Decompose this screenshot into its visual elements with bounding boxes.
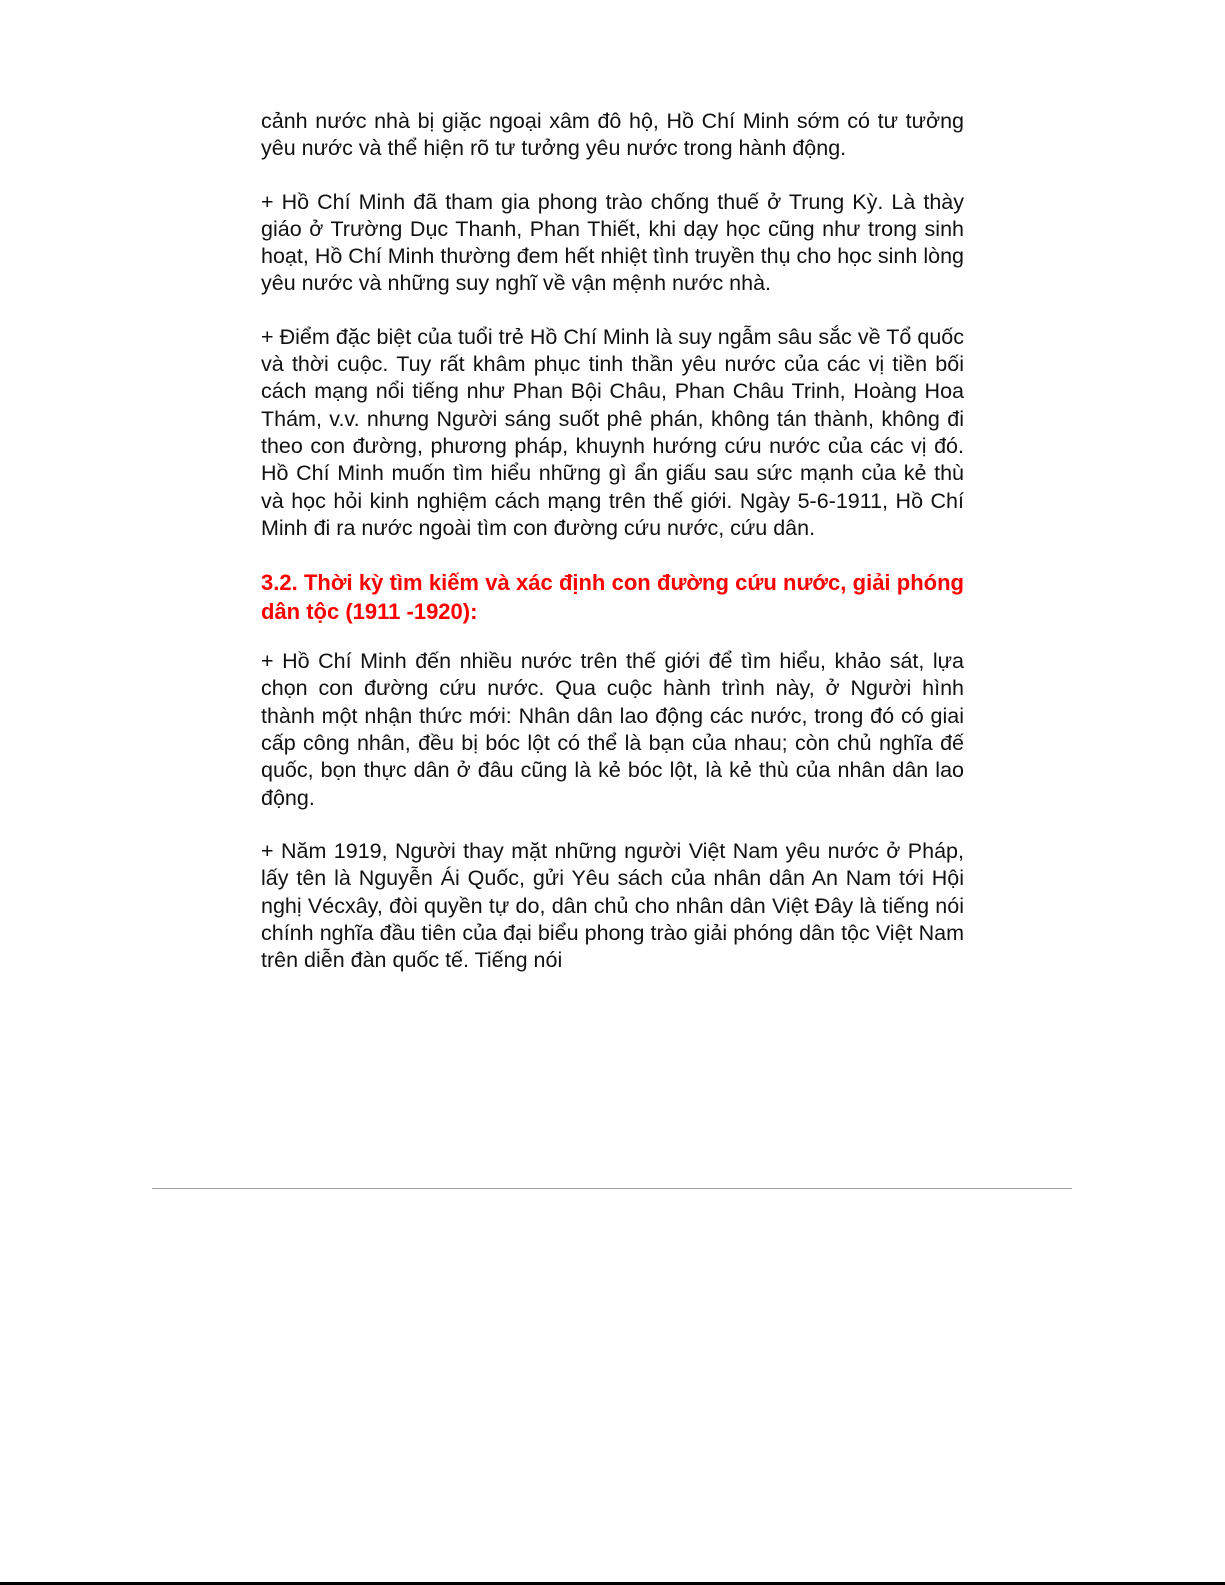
page-body (261, 108, 964, 1000)
paragraph-journey: + Hồ Chí Minh đến nhiều nước trên thế giới để tìm hiểu, khảo sát, lựa chọn con đường cứu nước. Qua cuộc hành trình này, ở Người hình thành một nhận thức mới: Nhân dân lao động các nước, trong đó có giai cấp công nhân, đều bị bóc lột có thể là bạn của nhau; còn chủ nghĩa đế quốc, bọn thực dân ở đâu cũng là kẻ bóc lột, là kẻ thù của nhân dân lao động. (261, 649, 964, 810)
paragraph-youth-reflection: + Điểm đặc biệt của tuổi trẻ Hồ Chí Minh là suy ngẫm sâu sắc về Tổ quốc và thời cuộc. Tuy rất khâm phục tinh thần yêu nước của các vị tiền bối cách mạng nổi tiếng như Phan Bội Châu, Phan Châu Trinh, Hoàng Hoa Thám, v.v. nhưng Người sáng suốt phê phán, không tán thành, không đi theo con đường, phương pháp, khuynh hướng cứu nước của các vị đó. Hồ Chí Minh muốn tìm hiểu những gì ẩn giấu sau sức mạnh của kẻ thù và học hỏi kinh nghiệm cách mạng trên thế giới. Ngày 5-6-1911, Hồ Chí Minh đi ra nước ngoài tìm con đường cứu nước, cứu dân. (261, 324, 964, 540)
paragraph-versailles: + Năm 1919, Người thay mặt những người Việt Nam yêu nước ở Pháp, lấy tên là Nguyễn Ái Quốc, gửi Yêu sách của nhân dân An Nam tới Hội nghị Vécxây, đòi quyền tự do, dân chủ cho nhân dân Việt Đây là tiếng nói chính nghĩa đầu tiên của đại biểu phong trào giải phóng dân tộc Việt Nam trên diễn đàn quốc tế. Tiếng nói (261, 838, 964, 973)
section-heading: 3.2. Thời kỳ tìm kiếm và xác định con đường cứu nước, giải phóng dân tộc (1911 -1920): (261, 570, 964, 625)
footer-divider (152, 1188, 1072, 1189)
paragraph-tax-protest: + Hồ Chí Minh đã tham gia phong trào chống thuế ở Trung Kỳ. Là thày giáo ở Trường Dục Thanh, Phan Thiết, khi dạy học cũng như trong sinh hoạt, Hồ Chí Minh thường đem hết nhiệt tình truyền thụ cho học sinh lòng yêu nước và những suy nghĩ về vận mệnh nước nhà. (261, 189, 964, 296)
paragraph-intro: cảnh nước nhà bị giặc ngoại xâm đô hộ, Hồ Chí Minh sớm có tư tưởng yêu nước và thể hiện rõ tư tưởng yêu nước trong hành động. (261, 109, 964, 161)
